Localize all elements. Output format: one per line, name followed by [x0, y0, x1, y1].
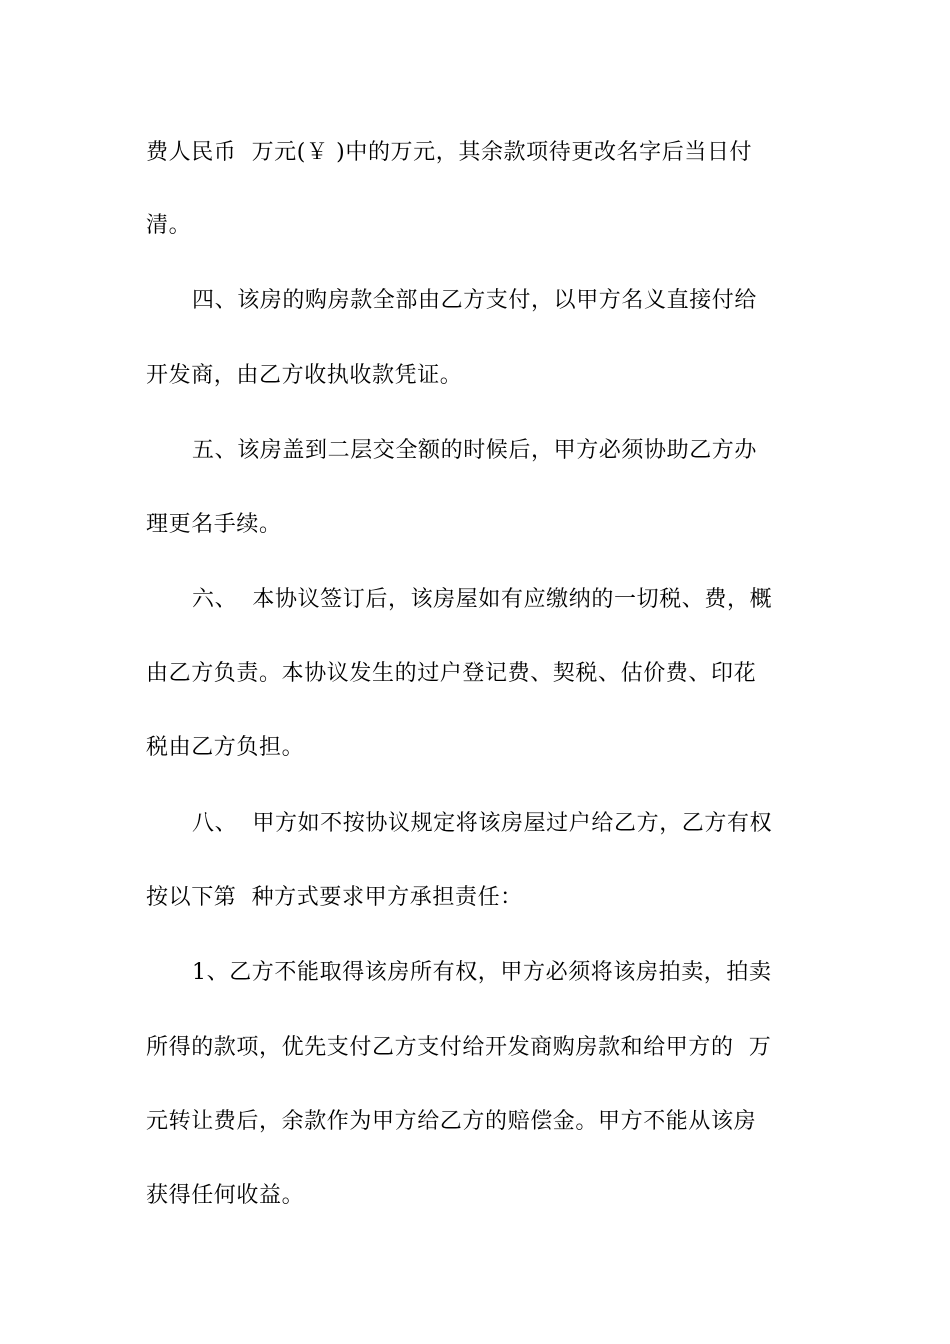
text-line: 税由乙方负担。	[146, 735, 305, 760]
paragraph-4-line: 四、该房的购房款全部由乙方支付，以甲方名义直接付给	[192, 288, 758, 313]
text-line: 清。	[146, 213, 192, 238]
text-line: 开发商，由乙方收执收款凭证。	[146, 363, 463, 388]
text-line: 由乙方负责。本协议发生的过户登记费、契税、估价费、印花	[146, 661, 757, 686]
paragraph-6-line: 六、 本协议签订后，该房屋如有应缴纳的一切税、费，概	[192, 587, 773, 612]
text-line: 按以下第 种方式要求甲方承担责任：	[146, 885, 523, 910]
text-line: 费人民币 万元(￥ )中的万元，其余款项待更改名字后当日付	[146, 140, 753, 165]
text-line: 理更名手续。	[146, 512, 282, 537]
text-line: 所得的款项，优先支付乙方支付给开发商购房款和给甲方的 万	[146, 1035, 772, 1060]
paragraph-8-line: 八、 甲方如不按协议规定将该房屋过户给乙方，乙方有权	[192, 811, 773, 836]
paragraph-5-line: 五、该房盖到二层交全额的时候后，甲方必须协助乙方办	[192, 438, 758, 463]
text-line: 元转让费后，余款作为甲方给乙方的赔偿金。甲方不能从该房	[146, 1109, 757, 1134]
text-line: 获得任何收益。	[146, 1183, 305, 1208]
clause-1-line: 1、乙方不能取得该房所有权，甲方必须将该房拍卖，拍卖	[192, 960, 772, 985]
